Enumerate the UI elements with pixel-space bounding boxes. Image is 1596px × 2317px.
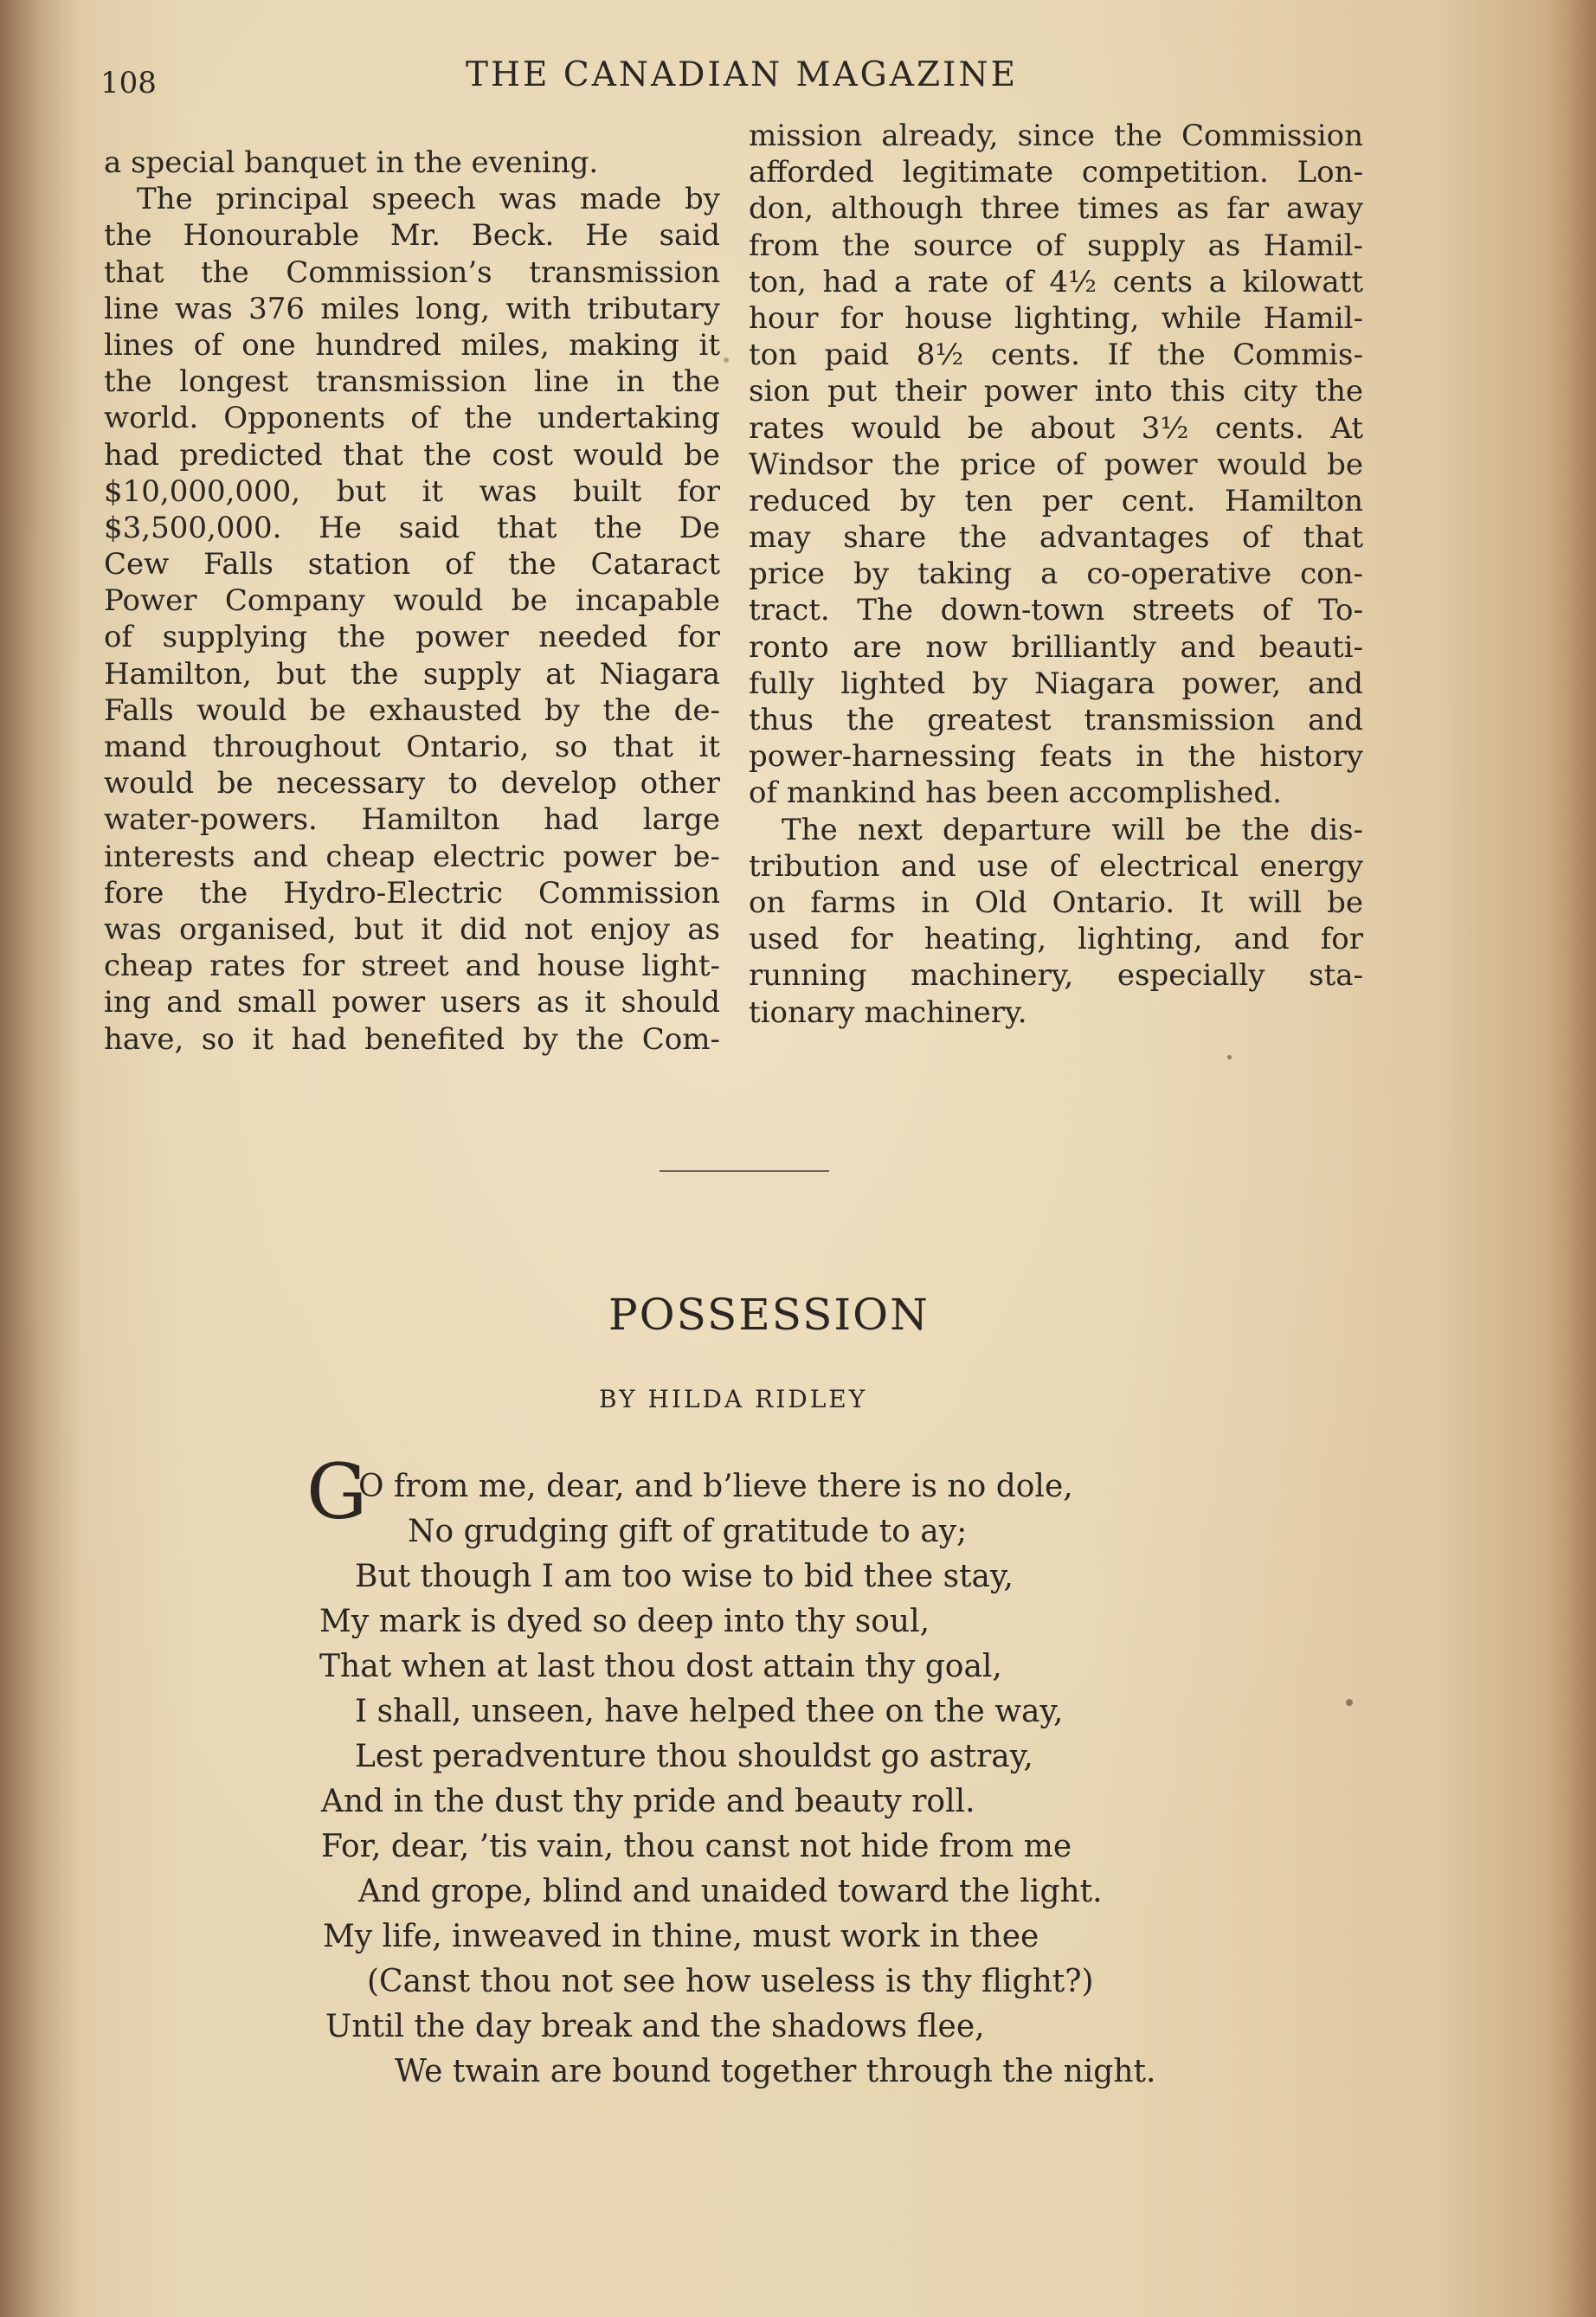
ink-spot bbox=[1346, 1699, 1353, 1706]
article-line: ronto are now brilliantly and beauti- bbox=[749, 629, 1363, 665]
article-line: the Honourable Mr. Beck. He said bbox=[104, 218, 720, 254]
article-line: was organised, but it did not enjoy as bbox=[104, 911, 720, 947]
drop-cap: G bbox=[306, 1447, 368, 1536]
ink-spot bbox=[724, 357, 729, 363]
poem-line: And in the dust thy pride and beauty roll. bbox=[321, 1784, 975, 1819]
article-line: tract. The down-town streets of To- bbox=[749, 593, 1363, 628]
poem-line: And grope, blind and unaided toward the light. bbox=[358, 1874, 1103, 1909]
ink-spot bbox=[1227, 1055, 1232, 1059]
article-line: ton paid 8½ cents. If the Commis- bbox=[749, 338, 1363, 373]
poem-line: O from me, dear, and b’lieve there is no dole, bbox=[358, 1469, 1073, 1504]
poem-line: My life, inweaved in thine, must work in thee bbox=[323, 1919, 1039, 1954]
article-line: from the source of supply as Hamil- bbox=[749, 228, 1363, 263]
article-line: The principal speech was made by bbox=[137, 182, 720, 217]
article-line: ton, had a rate of 4½ cents a kilowatt bbox=[749, 264, 1363, 299]
article-line: mand throughout Ontario, so that it bbox=[104, 730, 720, 764]
poem-line: My mark is dyed so deep into thy soul, bbox=[319, 1604, 930, 1639]
article-line: price by taking a co-operative con- bbox=[749, 557, 1363, 592]
article-line: line was 376 miles long, with tributary bbox=[104, 291, 720, 326]
article-line: have, so it had benefited by the Com- bbox=[104, 1021, 720, 1057]
poem-byline: BY HILDA RIDLEY bbox=[599, 1385, 868, 1413]
poem-line: Until the day break and the shadows flee, bbox=[325, 2009, 985, 2044]
article-line: the longest transmission line in the bbox=[104, 364, 720, 400]
section-divider bbox=[660, 1170, 829, 1172]
poem-line: That when at last thou dost attain thy goal, bbox=[319, 1649, 1002, 1684]
article-line: The next departure will be the dis- bbox=[782, 812, 1363, 847]
article-line: hour for house lighting, while Hamil- bbox=[749, 300, 1363, 336]
article-line: cheap rates for street and house light- bbox=[104, 949, 720, 984]
page-number: 108 bbox=[100, 66, 157, 100]
poem-line: We twain are bound together through the night. bbox=[395, 2054, 1156, 2089]
article-line: tribution and use of electrical energy bbox=[749, 848, 1363, 884]
left-column bbox=[104, 145, 720, 1058]
article-line: fully lighted by Niagara power, and bbox=[749, 666, 1363, 701]
article-line: Power Company would be incapable bbox=[104, 583, 720, 619]
article-line: fore the Hydro-Electric Commission bbox=[104, 875, 720, 911]
article-line: may share the advantages of that bbox=[749, 520, 1363, 556]
article-line: $3,500,000. He said that the De bbox=[104, 510, 720, 545]
article-line: tionary machinery. bbox=[749, 994, 1027, 1030]
article-line: Cew Falls station of the Cataract bbox=[104, 547, 720, 582]
article-line: $10,000,000, but it was built for bbox=[104, 473, 720, 509]
poem-line: (Canst thou not see how useless is thy flight?) bbox=[367, 1964, 1094, 1999]
poem-title: POSSESSION bbox=[608, 1290, 930, 1340]
article-line: water-powers. Hamilton had large bbox=[104, 802, 720, 838]
article-line: used for heating, lighting, and for bbox=[749, 922, 1363, 957]
magazine-title: THE CANADIAN MAGAZINE bbox=[466, 55, 1019, 94]
running-head bbox=[100, 55, 1464, 100]
article-line: don, although three times as far away bbox=[749, 191, 1363, 227]
article-line: world. Opponents of the undertaking bbox=[104, 401, 720, 436]
article-line: running machinery, especially sta- bbox=[749, 958, 1363, 994]
article-columns bbox=[104, 118, 1380, 1070]
article-line: a special banquet in the evening. bbox=[104, 145, 599, 180]
article-line: Hamilton, but the supply at Niagara bbox=[104, 656, 720, 692]
article-line: Windsor the price of power would be bbox=[749, 447, 1363, 482]
article-line: rates would be about 3½ cents. At bbox=[749, 410, 1363, 446]
article-line: ing and small power users as it should bbox=[104, 985, 720, 1020]
right-column bbox=[749, 118, 1363, 1031]
article-line: lines of one hundred miles, making it bbox=[104, 327, 720, 363]
article-line: had predicted that the cost would be bbox=[104, 437, 720, 473]
page-edge-shadow bbox=[1546, 0, 1596, 2317]
poem-line: No grudging gift of gratitude to ay; bbox=[408, 1514, 968, 1549]
poem-line: I shall, unseen, have helped thee on the way, bbox=[355, 1694, 1064, 1729]
article-line: Falls would be exhausted by the de- bbox=[104, 692, 720, 728]
article-line: on farms in Old Ontario. It will be bbox=[749, 885, 1363, 920]
article-line: would be necessary to develop other bbox=[104, 766, 720, 801]
article-line: of supplying the power needed for bbox=[104, 620, 720, 655]
poem-line: Lest peradventure thou shouldst go astray, bbox=[355, 1739, 1033, 1774]
article-line: that the Commission’s transmission bbox=[104, 254, 720, 290]
article-line: mission already, since the Commission bbox=[749, 119, 1363, 153]
article-line: reduced by ten per cent. Hamilton bbox=[749, 483, 1363, 518]
binding-shadow bbox=[0, 0, 82, 2317]
article-line: afforded legitimate competition. Lon- bbox=[749, 155, 1363, 190]
poem-line: But though I am too wise to bid thee stay, bbox=[355, 1559, 1014, 1594]
article-line: interests and cheap electric power be- bbox=[104, 839, 720, 874]
article-line: thus the greatest transmission and bbox=[749, 703, 1363, 737]
article-line: sion put their power into this city the bbox=[749, 374, 1363, 409]
article-line: of mankind has been accomplished. bbox=[749, 776, 1282, 811]
poem-line: For, dear, ’tis vain, thou canst not hide from me bbox=[321, 1829, 1072, 1864]
article-line: power-harnessing feats in the history bbox=[749, 739, 1363, 775]
